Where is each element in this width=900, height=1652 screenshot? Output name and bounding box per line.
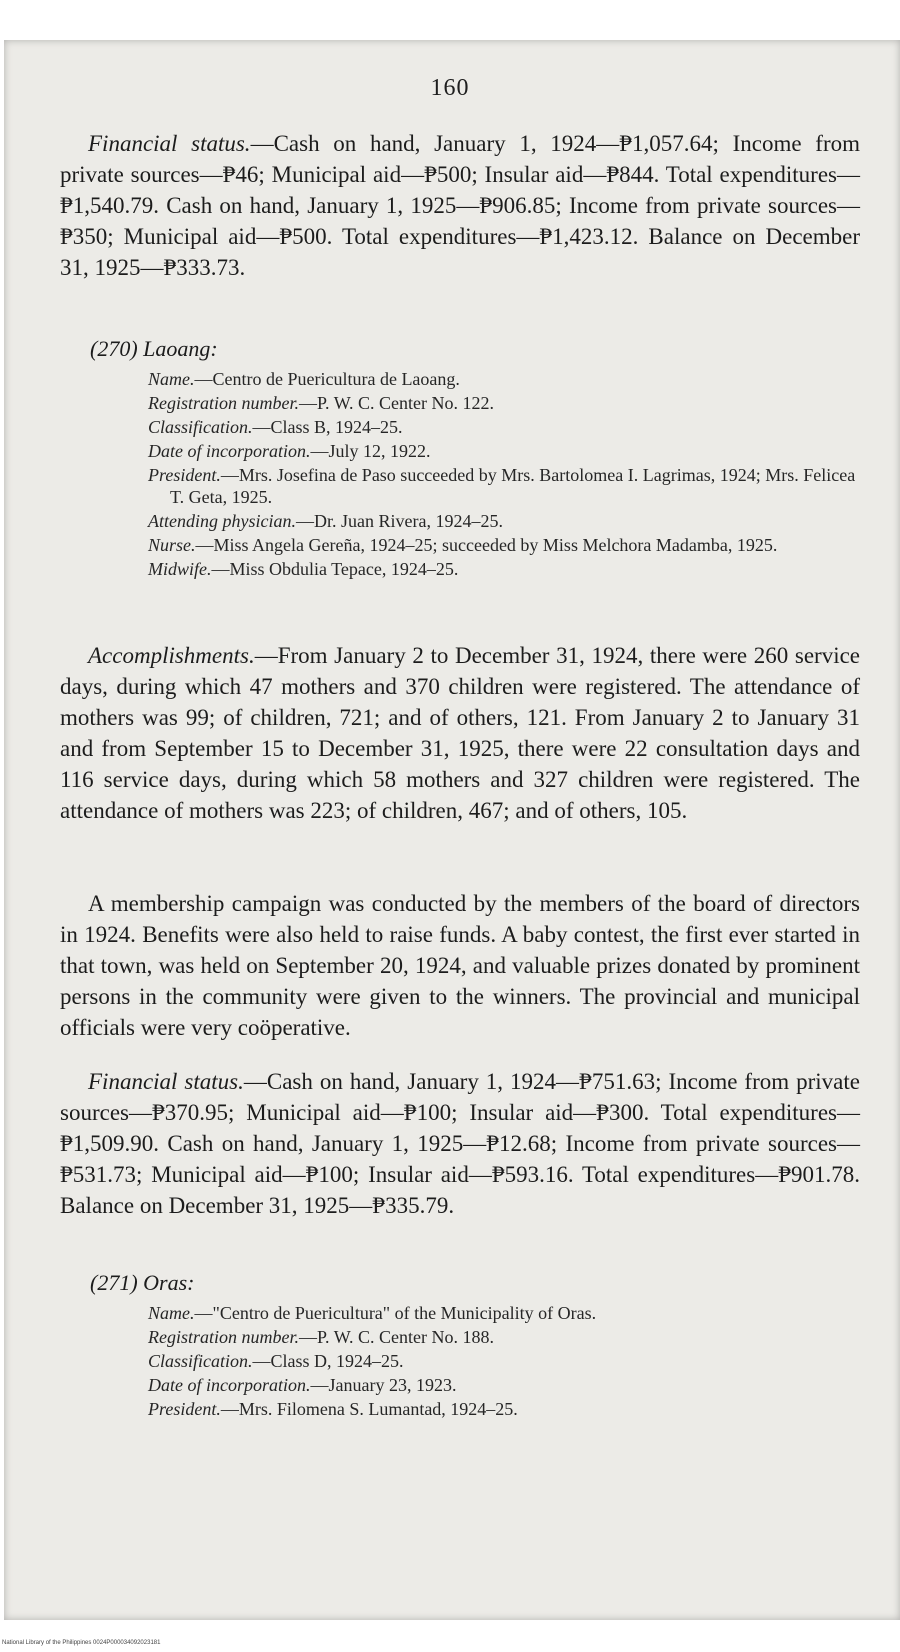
- entry-label: Attending physician.: [148, 511, 296, 531]
- entry-incorporation: [148, 440, 860, 462]
- entry-label: President.: [148, 465, 221, 485]
- entry-value: —Mrs. Filomena S. Lumantad, 1924–25.: [220, 1399, 518, 1419]
- entry-value: —Dr. Juan Rivera, 1924–25.: [295, 511, 503, 531]
- laoang-details: [148, 368, 860, 582]
- accomplishments-text: —From January 2 to December 31, 1924, there were 260 service days, during which 47 mothers and 370 children were registered. The attendance of mothers was 99; of children, 721; and of others, 121. From January 2 to January 31 and from September 15 to December 31, 1925, there were 22 consultation days and 116 service days, during which 58 mothers and 327 children were registered. The attendance of mothers was 223; of children, 467; and of others, 105.: [60, 643, 860, 823]
- entry-name: [148, 368, 860, 390]
- oras-details: [148, 1302, 860, 1422]
- entry-label: Midwife.: [148, 559, 212, 579]
- entry-value: —Class D, 1924–25.: [252, 1351, 404, 1371]
- intro-financial-text: —Cash on hand, January 1, 1924—₱1,057.64; Income from private sources—₱46; Municipal aid—₱500; Insular aid—₱844. Total expenditures—₱1,540.79. Cash on hand, January 1, 1925—₱906.85; Income from private sources—₱350; Municipal aid—₱500. Total expenditures—₱1,423.12. Balance on December 31, 1925—₱333.73.: [60, 131, 860, 280]
- accomplishments-label: Accomplishments.: [88, 643, 255, 668]
- entry-physician: [148, 510, 860, 532]
- entry-classification: [148, 1350, 860, 1372]
- entry-registration: [148, 392, 860, 414]
- entry-classification: [148, 416, 860, 438]
- entry-value: —Centro de Puericultura de Laoang.: [194, 369, 460, 389]
- entry-value: —Class B, 1924–25.: [252, 417, 403, 437]
- laoang-financial-text: —Cash on hand, January 1, 1924—₱751.63; Income from private sources—₱370.95; Municipal aid—₱100; Insular aid—₱300. Total expenditures—₱1,509.90. Cash on hand, January 1, 1925—₱12.68; Income from private sources—₱531.73; Municipal aid—₱100; Insular aid—₱593.16. Total expenditures—₱901.78. Balance on December 31, 1925—₱335.79.: [60, 1069, 860, 1218]
- intro-financial-label: Financial status.: [88, 131, 251, 156]
- entry-value: —"Centro de Puericultura" of the Municipality of Oras.: [194, 1303, 597, 1323]
- entry-label: Name.: [148, 1303, 195, 1323]
- entry-label: Nurse.: [148, 535, 196, 555]
- section-heading-oras: [90, 1270, 195, 1296]
- entry-label: Date of incorporation.: [148, 1375, 311, 1395]
- entry-label: Name.: [148, 369, 195, 389]
- entry-value: —Miss Angela Gereña, 1924–25; succeeded by Miss Melchora Madamba, 1925.: [195, 535, 778, 555]
- laoang-financial-label: Financial status.: [88, 1069, 244, 1094]
- entry-label: Registration number.: [148, 393, 299, 413]
- entry-registration: [148, 1326, 860, 1348]
- section-town: Laoang:: [143, 336, 218, 361]
- entry-value: —P. W. C. Center No. 188.: [299, 1327, 495, 1347]
- entry-value: —January 23, 1923.: [310, 1375, 457, 1395]
- membership-paragraph: A membership campaign was conducted by the members of the board of directors in 1924. Benefits were also held to raise funds. A baby contest, the first ever started in that town, was held on September 20, 1924, and valuable prizes donated by prominent persons in the community were given to the winners. The provincial and municipal officials were very coöperative.: [60, 891, 860, 1040]
- entry-president: [148, 464, 860, 508]
- entry-value: —P. W. C. Center No. 122.: [299, 393, 495, 413]
- entry-president: [148, 1398, 860, 1420]
- entry-label: Classification.: [148, 417, 253, 437]
- page-number: 160: [430, 75, 470, 101]
- entry-name: [148, 1302, 860, 1324]
- entry-label: Date of incorporation.: [148, 441, 311, 461]
- entry-incorporation: [148, 1374, 860, 1396]
- footer-stamp: National Library of the Philippines 0024P000034092023181: [2, 1640, 161, 1646]
- laoang-financial-status: [60, 1066, 860, 1221]
- entry-label: President.: [148, 1399, 221, 1419]
- section-town: Oras:: [143, 1270, 195, 1295]
- section-number: (271): [90, 1270, 138, 1295]
- section-heading-laoang: [90, 336, 218, 362]
- entry-midwife: [148, 558, 860, 580]
- entry-value: —Miss Obdulia Tepace, 1924–25.: [211, 559, 459, 579]
- entry-value: —Mrs. Josefina de Paso succeeded by Mrs. Bartolomea I. Lagrimas, 1924; Mrs. Felicea T. Geta, 1925.: [170, 465, 856, 507]
- entry-label: Registration number.: [148, 1327, 299, 1347]
- accomplishments-paragraph: [60, 640, 860, 826]
- entry-nurse: [148, 534, 860, 556]
- section-number: (270): [90, 336, 138, 361]
- entry-label: Classification.: [148, 1351, 253, 1371]
- entry-value: —July 12, 1922.: [310, 441, 431, 461]
- intro-financial-status: [60, 128, 860, 283]
